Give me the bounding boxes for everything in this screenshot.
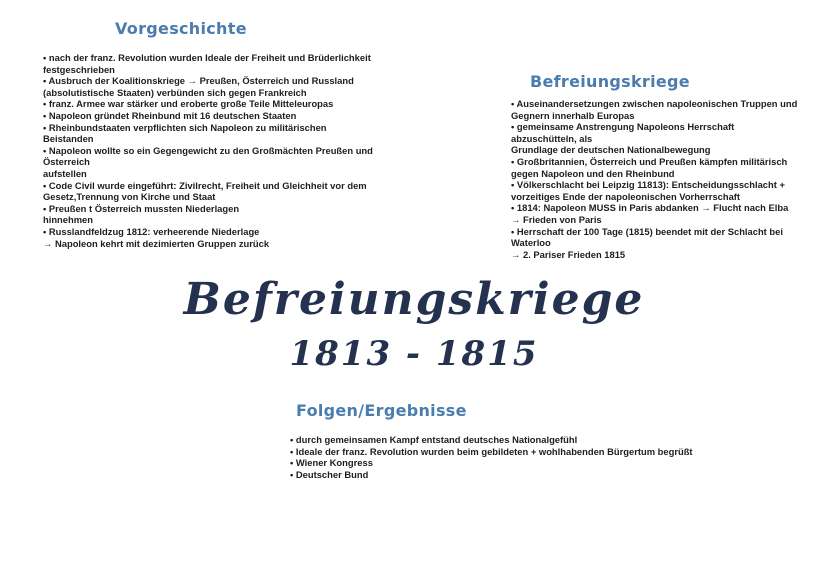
text-line: • Code Civil wurde eingeführt: Zivilrecht, Freiheit und Gleichheit vor dem: [43, 179, 367, 191]
page-title: Befreiungskriege: [183, 274, 645, 325]
section-heading-befreiungskriege: Befreiungskriege: [530, 72, 690, 91]
section-heading-folgen: Folgen/Ergebnisse: [296, 401, 467, 420]
text-line: • Preußen t Österreich mussten Niederlagen: [43, 202, 240, 214]
text-line: Grundlage der deutschen Nationalbewegung: [511, 144, 711, 156]
text-line: (absolutistische Staaten) verbünden sich gegen Frankreich: [43, 86, 307, 98]
text-line: festgeschrieben: [43, 63, 115, 75]
text-line: → Napoleon kehrt mit dezimierten Gruppen zurück: [43, 237, 270, 249]
text-line: → Frieden von Paris: [511, 213, 602, 225]
text-line: • Völkerschlacht bei Leipzig 11813): Entscheidungsschlacht +: [511, 179, 785, 191]
text-line: • gemeinsame Anstrengung Napoleons Herrschaft: [511, 121, 735, 133]
text-line: → 2. Pariser Frieden 1815: [511, 248, 626, 260]
text-line: Österreich: [43, 156, 90, 168]
text-line: vorzeitiges Ende der napoleonischen Vorherrschaft: [511, 190, 741, 202]
text-line: • Deutscher Bund: [290, 468, 369, 480]
text-line: • Ideale der franz. Revolution wurden beim gebildeten + wohlhabenden Bürgertum begrüßt: [290, 445, 693, 457]
text-line: • Auseinandersetzungen zwischen napoleonischen Truppen und: [511, 98, 798, 109]
text-line: • durch gemeinsamen Kampf entstand deutsches Nationalgefühl: [290, 434, 578, 445]
text-line: • franz. Armee war stärker und eroberte große Teile Mitteleuropas: [43, 98, 334, 110]
text-line: • Russlandfeldzug 1812: verheerende Niederlage: [43, 225, 260, 237]
text-line: • Napoleon gründet Rheinbund mit 16 deutschen Staaten: [43, 109, 297, 121]
text-line: aufstellen: [43, 167, 87, 179]
page-title-years: 1813 - 1815: [289, 334, 539, 374]
section-body-befreiungskriege: [511, 98, 797, 260]
section-body-folgen: [290, 434, 693, 480]
text-line: Gesetz,Trennung von Kirche und Staat: [43, 191, 216, 203]
text-line: • nach der franz. Revolution wurden Ideale der Freiheit und Brüderlichkeit: [43, 52, 371, 63]
text-line: Waterloo: [511, 237, 551, 249]
text-line: • Napoleon wollte so ein Gegengewicht zu den Großmächten Preußen und: [43, 144, 373, 156]
text-line: • Rheinbundstaaten verpflichten sich Napoleon zu militärischen: [43, 121, 327, 133]
text-line: hinnehmen: [43, 214, 94, 226]
text-line: Beistanden: [43, 133, 94, 145]
section-heading-vorgeschichte: Vorgeschichte: [115, 19, 247, 38]
text-line: gegen Napoleon und den Rheinbund: [511, 167, 675, 179]
text-line: • Großbritannien, Österreich und Preußen kämpfen militärisch: [511, 155, 788, 167]
text-line: • 1814: Napoleon MUSS in Paris abdanken → Flucht nach Elba: [511, 202, 789, 214]
text-line: • Wiener Kongress: [290, 457, 373, 469]
text-line: • Herrschaft der 100 Tage (1815) beendet mit der Schlacht bei: [511, 225, 783, 237]
text-line: abzuschütteln, als: [511, 132, 593, 144]
text-line: Gegnern innerhalb Europas: [511, 109, 635, 121]
section-body-vorgeschichte: [43, 52, 373, 249]
text-line: • Ausbruch der Koalitionskriege → Preußen, Österreich und Russland: [43, 75, 354, 87]
